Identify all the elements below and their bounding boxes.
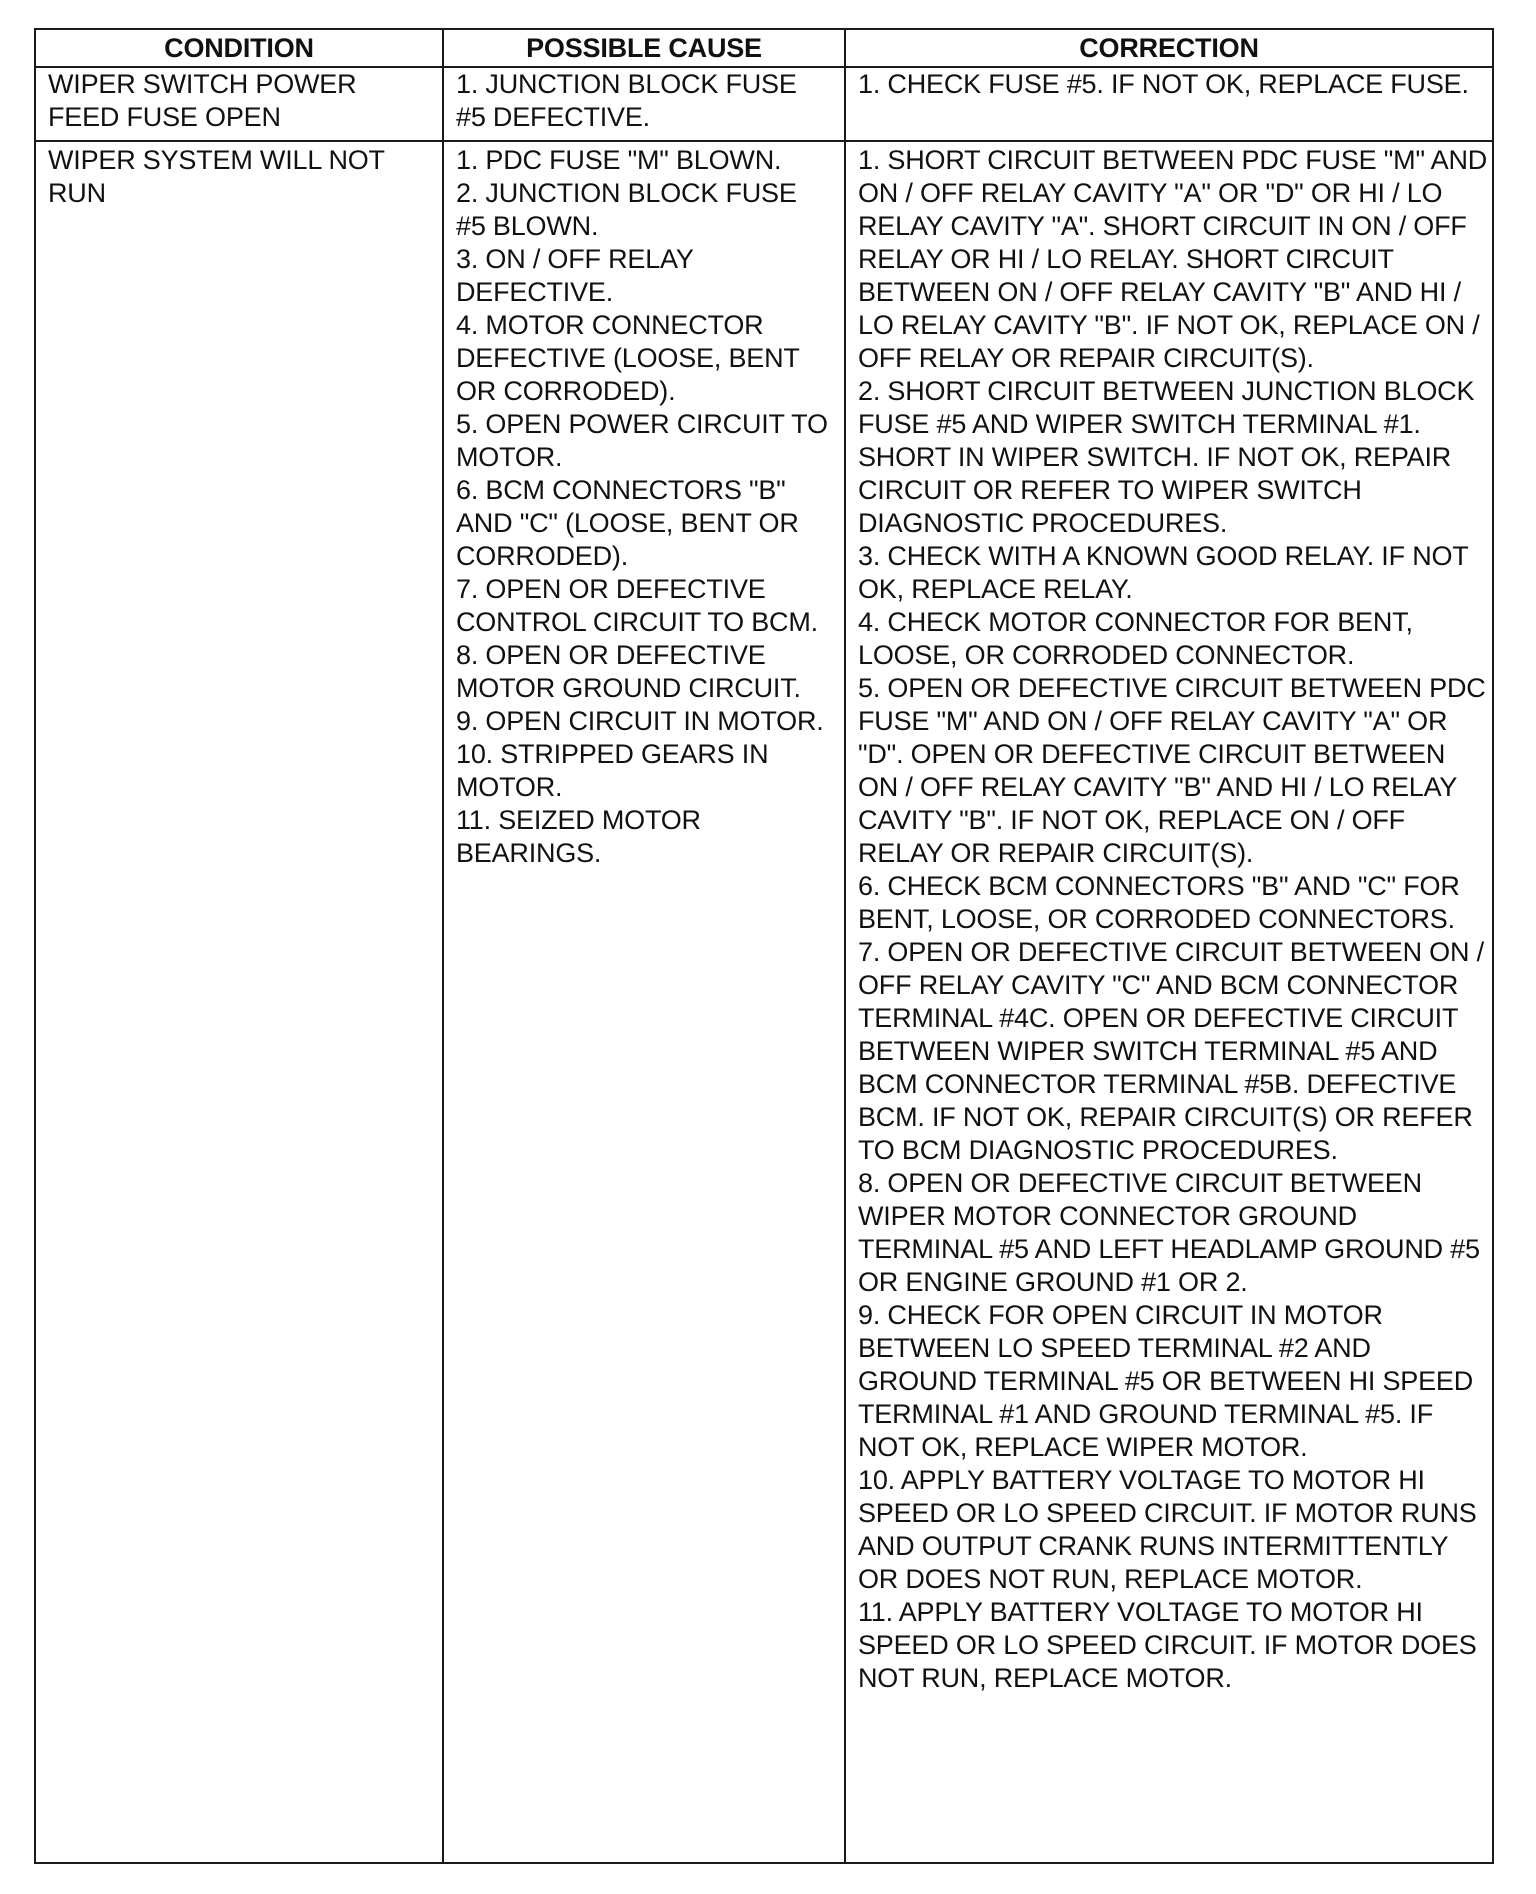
row-1-causes <box>444 66 844 134</box>
row-2-cause-2: 2. JUNCTION BLOCK FUSE #5 BLOWN. <box>456 178 804 241</box>
row-2-correction-1: 1. SHORT CIRCUIT BETWEEN PDC FUSE "M" AND ON / OFF RELAY CAVITY "A" OR "D" OR HI / LO RELAY CAVITY "A". SHORT CIRCUIT IN ON / OFF RELAY OR HI / LO RELAY. SHORT CIRCUIT BETWEEN ON / OFF RELAY CAVITY "B" AND HI / LO RELAY CAVITY "B". IF NOT OK, REPLACE ON / OFF RELAY OR REPAIR CIRCUIT(S). <box>858 145 1495 373</box>
row-2-cause-6: 6. BCM CONNECTORS "B" AND "C" (LOOSE, BENT OR CORRODED). <box>456 475 806 571</box>
row-2-cause-9: 9. OPEN CIRCUIT IN MOTOR. <box>456 706 824 736</box>
row-2-cause-10: 10. STRIPPED GEARS IN MOTOR. <box>456 739 776 802</box>
row-1-corrections <box>846 66 1492 101</box>
row-2-correction-9: 9. CHECK FOR OPEN CIRCUIT IN MOTOR BETWEEN LO SPEED TERMINAL #2 AND GROUND TERMINAL #5 OR BETWEEN HI SPEED TERMINAL #1 AND GROUND TERMINAL #5. IF NOT OK, REPLACE WIPER MOTOR. <box>858 1300 1480 1462</box>
row-2-correction-3: 3. CHECK WITH A KNOWN GOOD RELAY. IF NOT OK, REPLACE RELAY. <box>858 541 1476 604</box>
row-2-cause-5: 5. OPEN POWER CIRCUIT TO MOTOR. <box>456 409 836 472</box>
header-correction: CORRECTION <box>1079 32 1259 63</box>
row-2-cause-4: 4. MOTOR CONNECTOR DEFECTIVE (LOOSE, BENT OR CORRODED). <box>456 310 807 406</box>
row-1-cause-1: 1. JUNCTION BLOCK FUSE #5 DEFECTIVE. <box>456 69 804 132</box>
row-2-correction-6: 6. CHECK BCM CONNECTORS "B" AND "C" FOR BENT, LOOSE, OR CORRODED CONNECTORS. <box>858 871 1467 934</box>
row-2-cause-1: 1. PDC FUSE "M" BLOWN. <box>456 145 782 175</box>
row-2-causes <box>444 142 844 870</box>
row-2-correction-7: 7. OPEN OR DEFECTIVE CIRCUIT BETWEEN ON / OFF RELAY CAVITY "C" AND BCM CONNECTOR TERMINAL #4C. OPEN OR DEFECTIVE CIRCUIT BETWEEN WIPER SWITCH TERMINAL #5 AND BCM CONNECTOR TERMINAL #5B. DEFECTIVE BCM. IF NOT OK, REPAIR CIRCUIT(S) OR REFER TO BCM DIAGNOSTIC PROCEDURES. <box>858 937 1492 1165</box>
row-2-correction-8: 8. OPEN OR DEFECTIVE CIRCUIT BETWEEN WIPER MOTOR CONNECTOR GROUND TERMINAL #5 AND LEFT HEADLAMP GROUND #5 OR ENGINE GROUND #1 OR 2. <box>858 1168 1488 1297</box>
row-1-condition: WIPER SWITCH POWER FEED FUSE OPEN <box>48 69 357 132</box>
row-2-cause-7: 7. OPEN OR DEFECTIVE CONTROL CIRCUIT TO BCM. <box>456 574 818 637</box>
header-possible-cause: POSSIBLE CAUSE <box>526 32 762 63</box>
row-2-correction-10: 10. APPLY BATTERY VOLTAGE TO MOTOR HI SPEED OR LO SPEED CIRCUIT. IF MOTOR RUNS AND OUTPUT CRANK RUNS INTERMITTENTLY OR DOES NOT RUN, REPLACE MOTOR. <box>858 1465 1483 1594</box>
row-2-cause-3: 3. ON / OFF RELAY DEFECTIVE. <box>456 244 701 307</box>
row-2-correction-11: 11. APPLY BATTERY VOLTAGE TO MOTOR HI SPEED OR LO SPEED CIRCUIT. IF MOTOR DOES NOT RUN, REPLACE MOTOR. <box>858 1597 1484 1693</box>
row-2-condition: WIPER SYSTEM WILL NOT RUN <box>48 145 385 208</box>
row-2-correction-2: 2. SHORT CIRCUIT BETWEEN JUNCTION BLOCK FUSE #5 AND WIPER SWITCH TERMINAL #1. SHORT IN WIPER SWITCH. IF NOT OK, REPAIR CIRCUIT OR REFER TO WIPER SWITCH DIAGNOSTIC PROCEDURES. <box>858 376 1482 538</box>
row-2-correction-5: 5. OPEN OR DEFECTIVE CIRCUIT BETWEEN PDC FUSE "M" AND ON / OFF RELAY CAVITY "A" OR "D". OPEN OR DEFECTIVE CIRCUIT BETWEEN ON / OFF RELAY CAVITY "B" AND HI / LO RELAY CAVITY "B". IF NOT OK, REPLACE ON / OFF RELAY OR REPAIR CIRCUIT(S). <box>858 673 1493 868</box>
header-condition: CONDITION <box>164 32 314 63</box>
diagnosis-table <box>34 28 1494 1864</box>
row-2-correction-4: 4. CHECK MOTOR CONNECTOR FOR BENT, LOOSE, OR CORRODED CONNECTOR. <box>858 607 1421 670</box>
row-2-corrections <box>846 142 1494 1695</box>
row-2-cause-11: 11. SEIZED MOTOR BEARINGS. <box>456 805 709 868</box>
row-2-cause-8: 8. OPEN OR DEFECTIVE MOTOR GROUND CIRCUIT. <box>456 640 801 703</box>
row-1-correction-1: 1. CHECK FUSE #5. IF NOT OK, REPLACE FUSE. <box>858 69 1469 99</box>
